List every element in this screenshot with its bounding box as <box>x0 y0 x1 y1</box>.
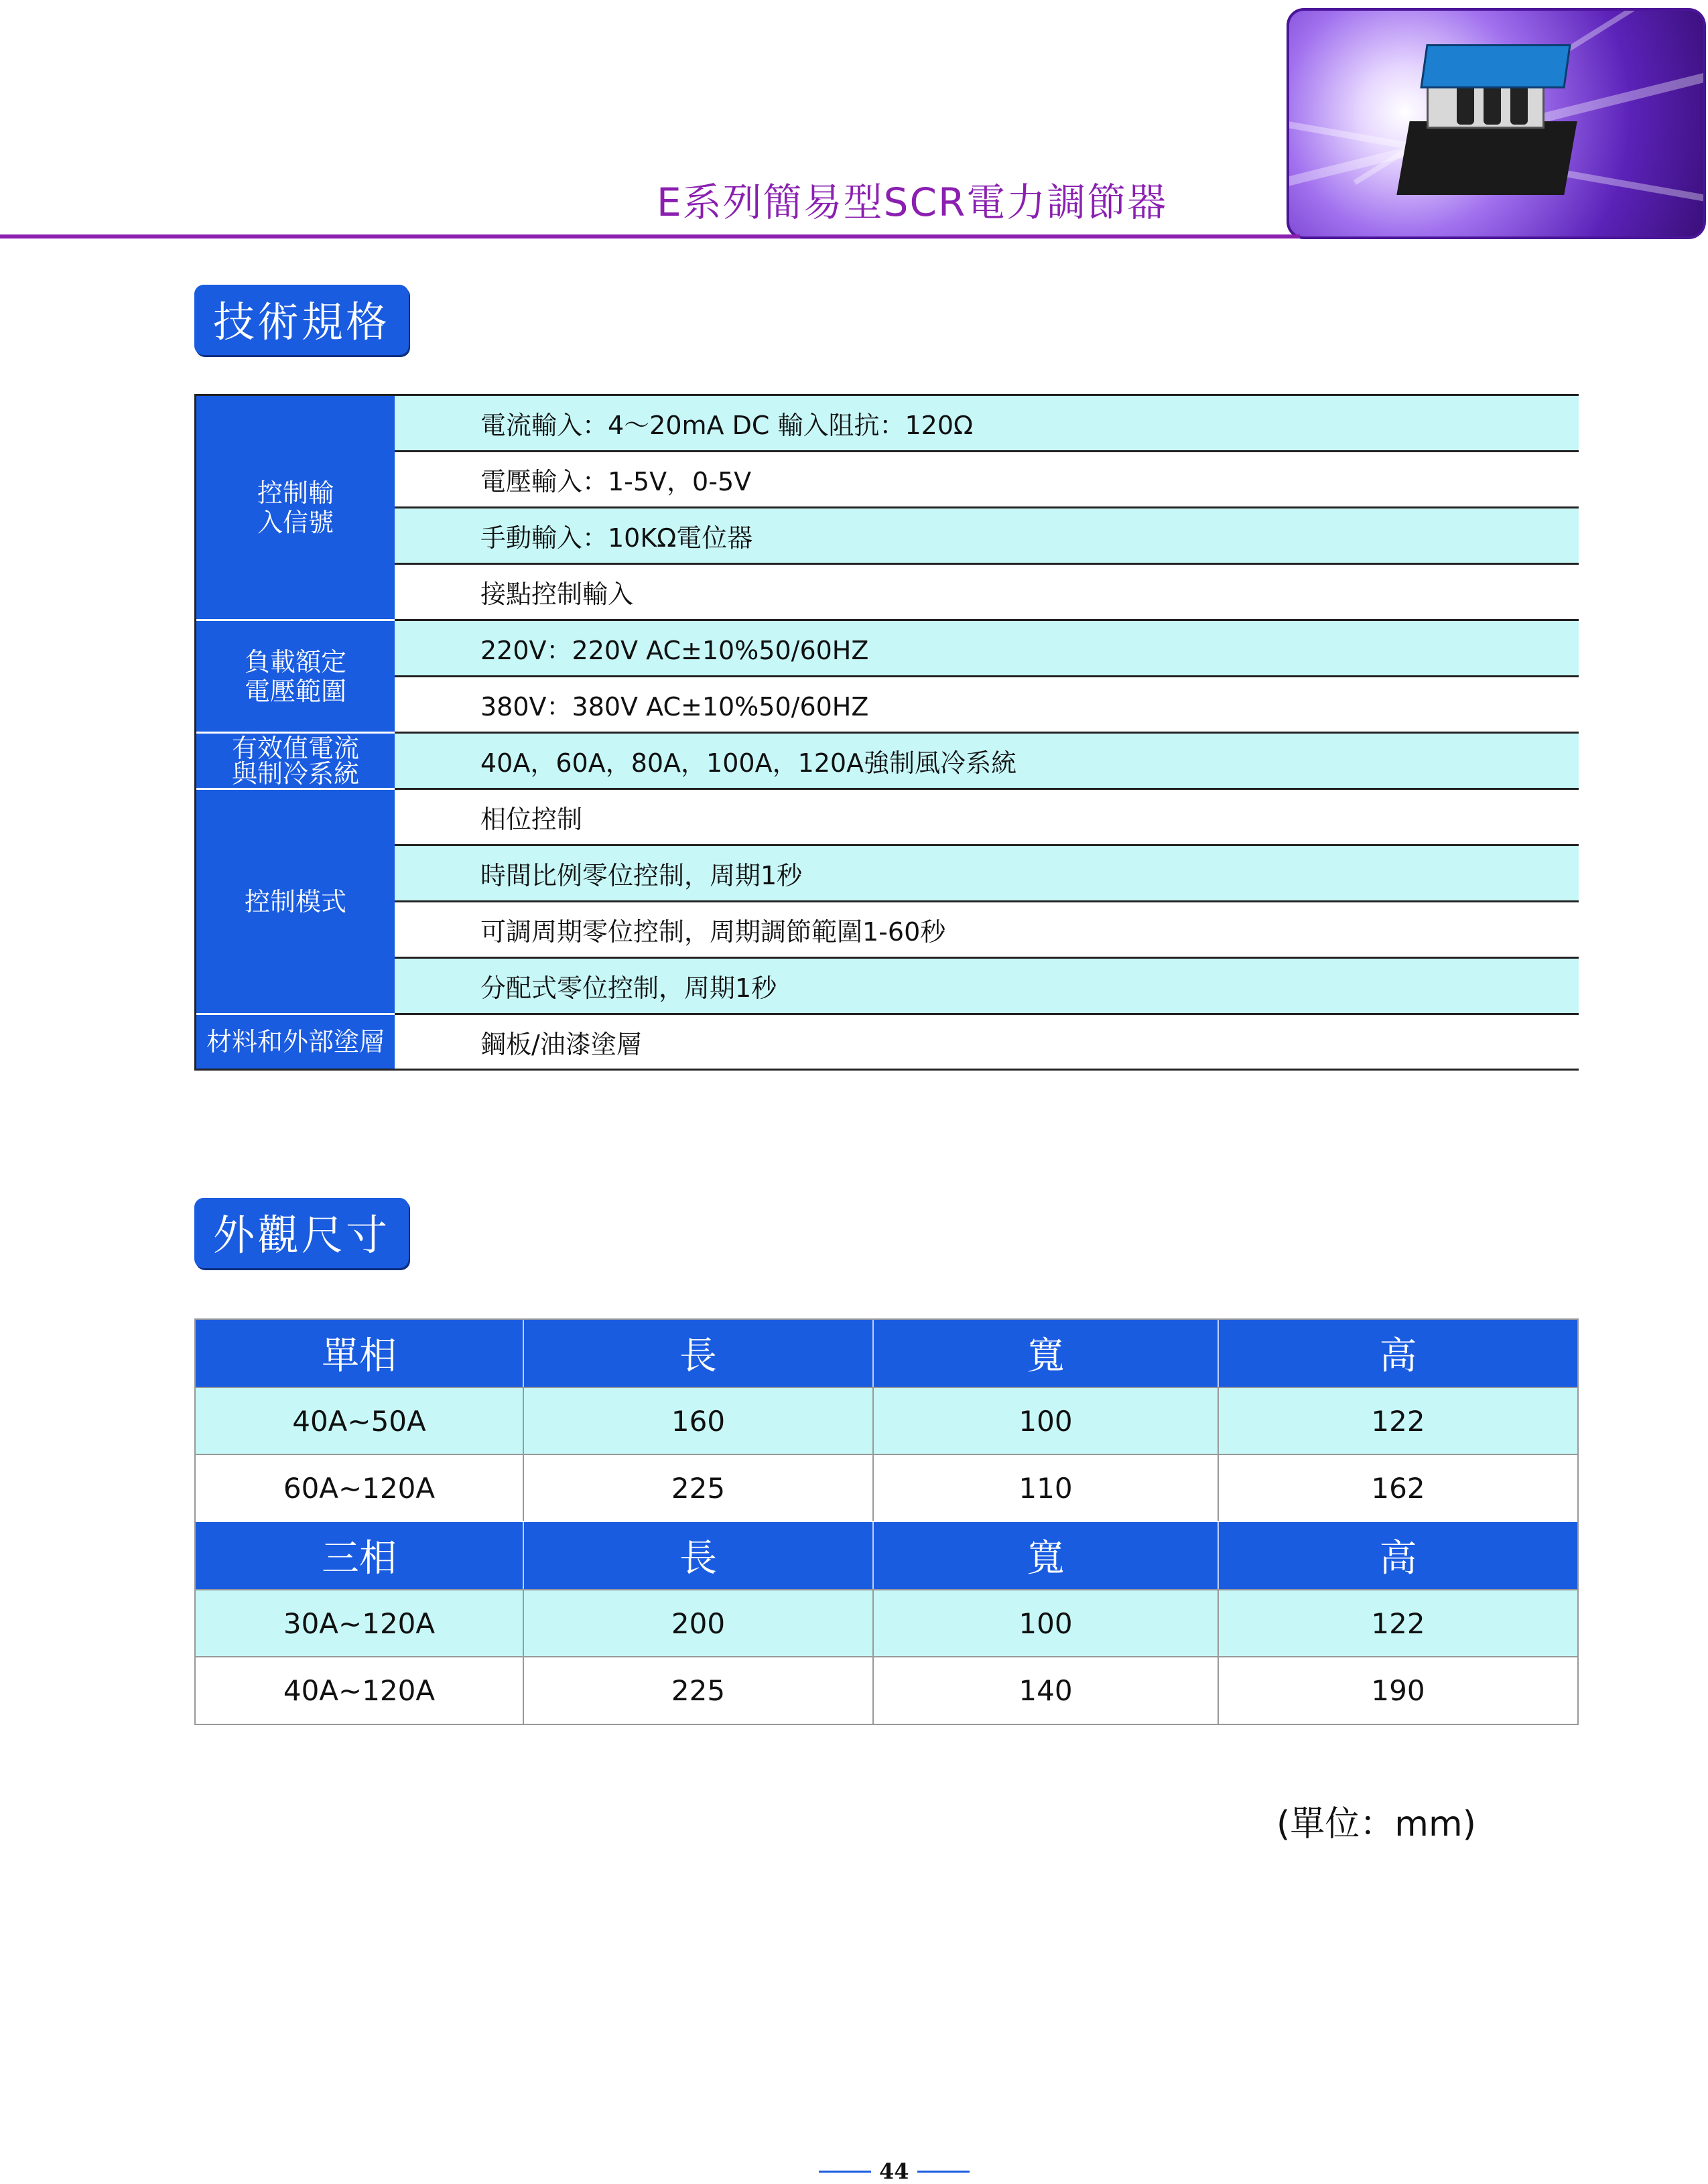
table-cell: 110 <box>874 1455 1219 1521</box>
spec-item: 220V：220V AC±10%50/60HZ <box>395 621 1579 677</box>
header-divider <box>0 234 1300 238</box>
heatsink-shape <box>1396 121 1577 195</box>
spec-item: 380V：380V AC±10%50/60HZ <box>395 677 1579 734</box>
header-cell: 高 <box>1379 1335 1417 1378</box>
device-cover-shape <box>1420 44 1571 88</box>
spec-category: 控制輸 入信號 <box>196 396 395 621</box>
spec-table <box>194 394 1579 1071</box>
spec-item: 可調周期零位控制，周期調節範圍1-60秒 <box>395 902 1579 959</box>
table-cell: 30A~120A <box>196 1590 524 1656</box>
header-cell: 三相 <box>196 1522 524 1589</box>
table-cell: 100 <box>874 1590 1219 1656</box>
spec-item: 電壓輸入：1-5V，0-5V <box>395 452 1579 508</box>
header-cell: 高 <box>1379 1537 1417 1580</box>
table-row <box>196 1387 1577 1454</box>
spec-item: 鋼板/油漆塗層 <box>395 1015 1579 1069</box>
table-cell: 225 <box>524 1455 874 1521</box>
spec-category: 材料和外部塗層 <box>196 1015 395 1069</box>
spec-item: 電流輸入：4～20mA DC 輸入阻抗：120Ω <box>395 396 1579 452</box>
table-cell: 100 <box>874 1388 1219 1454</box>
dimensions-table <box>194 1318 1579 1725</box>
header-cell: 長 <box>524 1522 874 1589</box>
page-number <box>811 2159 978 2184</box>
table-header-row <box>196 1522 1577 1589</box>
table-row <box>196 1454 1577 1521</box>
specs-section-label: 技術規格 <box>194 285 409 355</box>
table-header-row <box>196 1320 1577 1387</box>
table-cell: 140 <box>874 1657 1219 1724</box>
page-number-text: 44 <box>879 2159 909 2184</box>
table-cell: 122 <box>1371 1607 1425 1640</box>
spec-item: 相位控制 <box>395 790 1579 846</box>
unit-note: (單位：mm) <box>1276 1804 1476 1844</box>
header-cell: 單相 <box>196 1320 524 1387</box>
spec-item: 分配式零位控制，周期1秒 <box>395 959 1579 1015</box>
spec-item: 時間比例零位控制，周期1秒 <box>395 846 1579 902</box>
table-cell: 200 <box>524 1590 874 1656</box>
table-row <box>196 1589 1577 1656</box>
page-number-rule-left <box>819 2171 871 2173</box>
table-cell: 60A~120A <box>196 1455 524 1521</box>
header-cell: 寬 <box>874 1522 1219 1589</box>
document-title: E系列簡易型SCR電力調節器 <box>657 180 1168 225</box>
product-photo <box>1287 8 1706 239</box>
table-cell: 162 <box>1371 1471 1425 1505</box>
spec-category: 有效值電流 與制冷系統 <box>196 734 395 790</box>
spec-item: 接點控制輸入 <box>395 565 1579 621</box>
table-cell: 190 <box>1371 1674 1425 1707</box>
table-cell: 122 <box>1371 1404 1425 1438</box>
dimensions-section-label: 外觀尺寸 <box>194 1198 409 1268</box>
table-row <box>196 1656 1577 1724</box>
table-cell: 40A~120A <box>196 1657 524 1724</box>
table-cell: 160 <box>524 1388 874 1454</box>
header-cell: 長 <box>524 1320 874 1387</box>
table-cell: 40A~50A <box>196 1388 524 1454</box>
table-cell: 225 <box>524 1657 874 1724</box>
spec-category: 控制模式 <box>196 790 395 1015</box>
spec-category: 負載額定 電壓範圍 <box>196 621 395 734</box>
spec-item: 手動輸入：10KΩ電位器 <box>395 508 1579 565</box>
spec-item: 40A，60A，80A，100A，120A強制風冷系統 <box>395 734 1579 790</box>
page-number-rule-right <box>917 2171 970 2173</box>
header-cell: 寬 <box>874 1320 1219 1387</box>
